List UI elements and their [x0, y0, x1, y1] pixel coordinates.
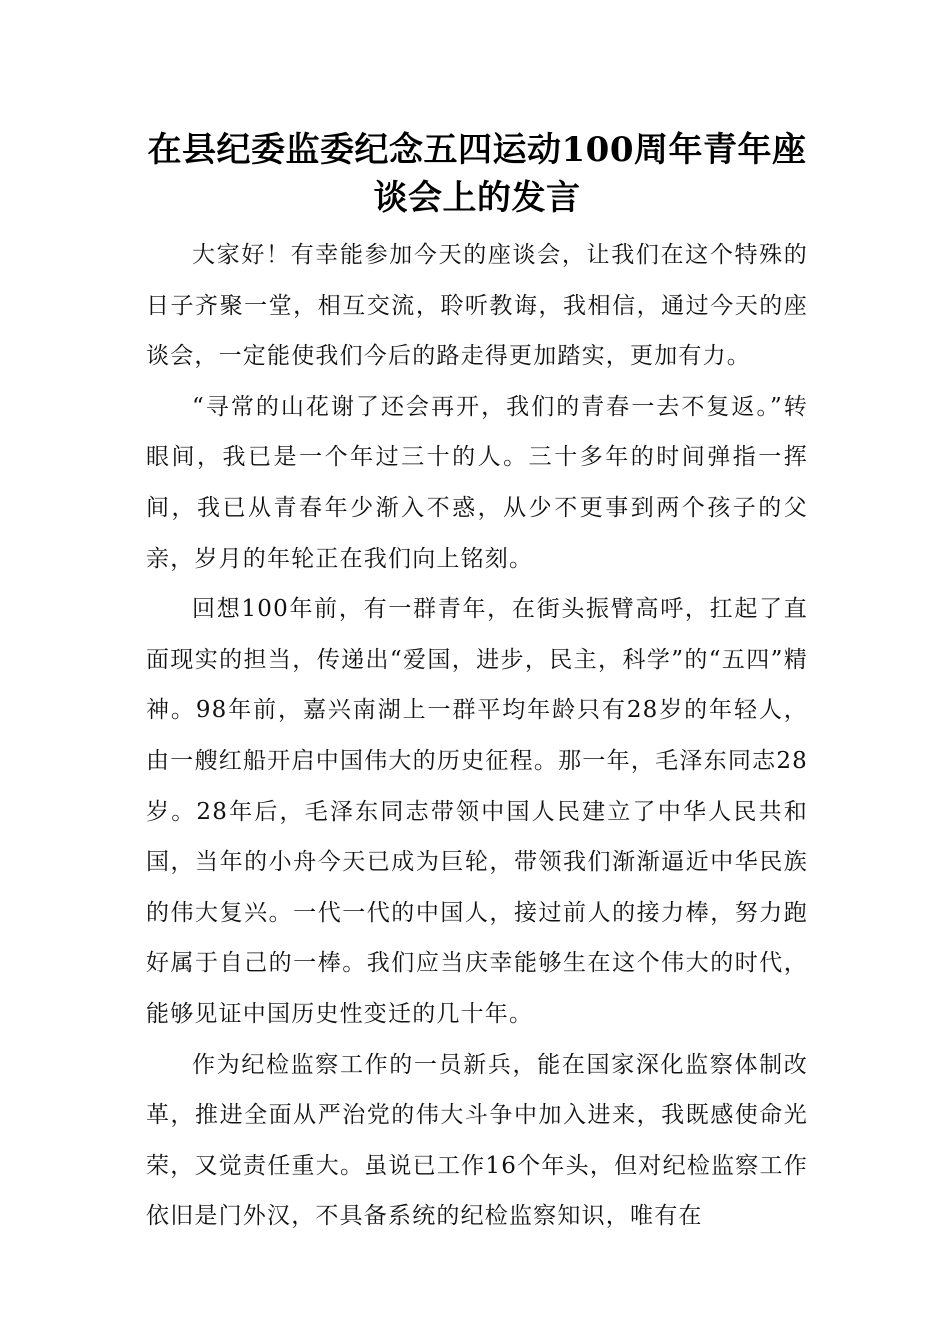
- paragraph-new-role: 作为纪检监察工作的一员新兵，能在国家深化监察体制改革，推进全面从严治党的伟大斗争中加入进来，我既感使命光荣，又觉责任重大。虽说已工作16个年头，但对纪检监察工作依旧是门外汉，不具备系统的纪检监察知识，唯有在: [146, 1051, 808, 1230]
- paragraph-greeting: 大家好！有幸能参加今天的座谈会，让我们在这个特殊的日子齐聚一堂，相互交流，聆听教诲，我相信，通过今天的座谈会，一定能使我们今后的路走得更加踏实，更加有力。: [146, 242, 808, 370]
- paragraph-youth: “寻常的山花谢了还会再开，我们的青春一去不复返。”转眼间，我已是一个年过三十的人。三十多年的时间弹指一挥间，我已从青春年少渐入不惑，从少不更事到两个孩子的父亲，岁月的年轮正在我们向上铭刻。: [146, 393, 808, 572]
- paragraph-history: 回想100年前，有一群青年，在街头振臂高呼，扛起了直面现实的担当，传递出“爱国，进步，民主，科学”的“五四”精神。98年前，嘉兴南湖上一群平均年龄只有28岁的年轻人，由一艘红船开启中国伟大的历史征程。那一年，毛泽东同志28岁。28年后，毛泽东同志带领中国人民建立了中华人民共和国，当年的小舟今天已成为巨轮，带领我们渐渐逼近中华民族的伟大复兴。一代一代的中国人，接过前人的接力棒，努力跑好属于自己的一棒。我们应当庆幸能够生在这个伟大的时代，能够见证中国历史性变迁的几十年。: [146, 596, 808, 1027]
- document-title: 在县纪委监委纪念五四运动100周年青年座谈会上的发言: [147, 130, 807, 218]
- document-body: [146, 230, 808, 1242]
- document-content: [146, 126, 808, 1242]
